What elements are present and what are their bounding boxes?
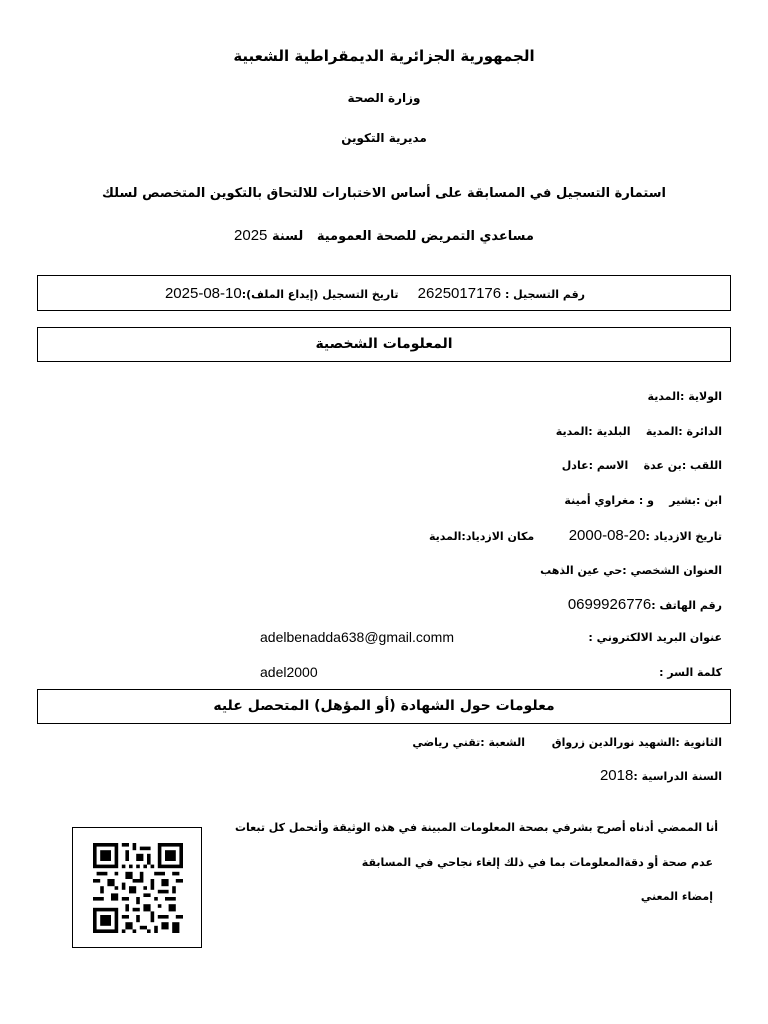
wilaya-value: المدية bbox=[647, 390, 680, 403]
signature-label: إمضاء المعني bbox=[640, 890, 713, 903]
daira-row bbox=[556, 425, 722, 438]
father-label: ابن : bbox=[695, 494, 722, 507]
registration-number: 2625017176 bbox=[417, 285, 502, 302]
and-label: و : bbox=[638, 494, 654, 507]
personal-section-title: المعلومات الشخصية bbox=[315, 336, 453, 352]
name-label: الاسم : bbox=[588, 459, 629, 472]
address-value: حي عين الذهب bbox=[540, 564, 623, 577]
mother-value: مغراوي أمينة bbox=[564, 494, 636, 507]
ministry-title: وزارة الصحة bbox=[347, 91, 421, 105]
name-value: عادل bbox=[561, 459, 589, 472]
phone-value: 0699926776 bbox=[567, 596, 652, 613]
commune-value: المدية bbox=[555, 425, 589, 438]
corps-name: مساعدي التمريض للصحة العمومية bbox=[316, 229, 534, 244]
registration-number-label: رقم التسجيل : bbox=[504, 288, 585, 301]
form-subtitle bbox=[0, 227, 768, 244]
country-title: الجمهورية الجزائرية الديمقراطية الشعبية bbox=[233, 47, 535, 65]
wilaya-label: الولاية : bbox=[679, 390, 722, 403]
qr-code-icon bbox=[91, 843, 185, 933]
birthdate-value: 2000-08-20 bbox=[568, 527, 646, 544]
father-value: بشير bbox=[669, 494, 696, 507]
school-row bbox=[412, 736, 722, 749]
birth-row bbox=[429, 527, 722, 544]
parents-row bbox=[564, 494, 722, 507]
wilaya-row bbox=[648, 390, 722, 403]
diploma-section-title: معلومات حول الشهادة (أو المؤهل) المتحصل عليه bbox=[213, 698, 555, 714]
password-label: كلمة السر : bbox=[659, 666, 722, 679]
declaration-line-2: عدم صحة أو دقةالمعلومات بما في ذلك إلغاء نجاحي في المسابقة bbox=[361, 856, 713, 869]
year-label: لسنة bbox=[271, 229, 304, 244]
email-label: عنوان البريد الالكتروني : bbox=[588, 631, 722, 644]
daira-value: المدية bbox=[645, 425, 679, 438]
declaration-line-1: أنا الممضي أدناه أصرح بشرفي بصحة المعلومات المبينة في هذه الوثيقة وأتحمل كل تبعات bbox=[234, 821, 718, 834]
school-value: الشهيد نورالدين زرواق bbox=[551, 736, 676, 749]
qr-box bbox=[72, 827, 202, 948]
birthplace-label: مكان الازدياد: bbox=[461, 530, 535, 543]
address-label: العنوان الشخصي : bbox=[622, 564, 722, 577]
school-label: الثانوية : bbox=[675, 736, 722, 749]
personal-section-header bbox=[37, 327, 731, 362]
registration-date: 2025-08-10 bbox=[164, 285, 242, 302]
commune-label: البلدية : bbox=[588, 425, 631, 438]
registration-box bbox=[37, 275, 731, 311]
registration-date-label: تاريخ التسجيل (إيداع الملف): bbox=[241, 288, 399, 301]
daira-label: الدائرة : bbox=[678, 425, 722, 438]
study-year-row bbox=[600, 767, 722, 784]
form-year: 2025 bbox=[234, 227, 268, 244]
surname-value: بن عدة bbox=[643, 459, 682, 472]
birthdate-label: تاريخ الازدياد : bbox=[645, 530, 722, 543]
phone-row bbox=[568, 596, 722, 613]
study-year-label: السنة الدراسية : bbox=[633, 770, 722, 783]
password-value: adel2000 bbox=[260, 664, 318, 680]
registration-line bbox=[165, 285, 585, 302]
surname-label: اللقب : bbox=[681, 459, 722, 472]
address-row bbox=[540, 564, 722, 577]
branch-value: تقني رياضي bbox=[412, 736, 481, 749]
branch-label: الشعبة : bbox=[480, 736, 525, 749]
email-value: adelbenadda638@gmail.comm bbox=[260, 629, 454, 645]
name-row bbox=[562, 459, 722, 472]
birthplace-value: المدية bbox=[428, 530, 462, 543]
directorate-title: مديرية التكوين bbox=[341, 131, 427, 145]
diploma-section-header bbox=[37, 689, 731, 724]
form-title: استمارة التسجيل في المسابقة على أساس الاختبارات للالتحاق بالتكوين المتخصص لسلك bbox=[102, 186, 666, 201]
phone-label: رقم الهاتف : bbox=[651, 599, 722, 612]
study-year-value: 2018 bbox=[599, 767, 634, 784]
